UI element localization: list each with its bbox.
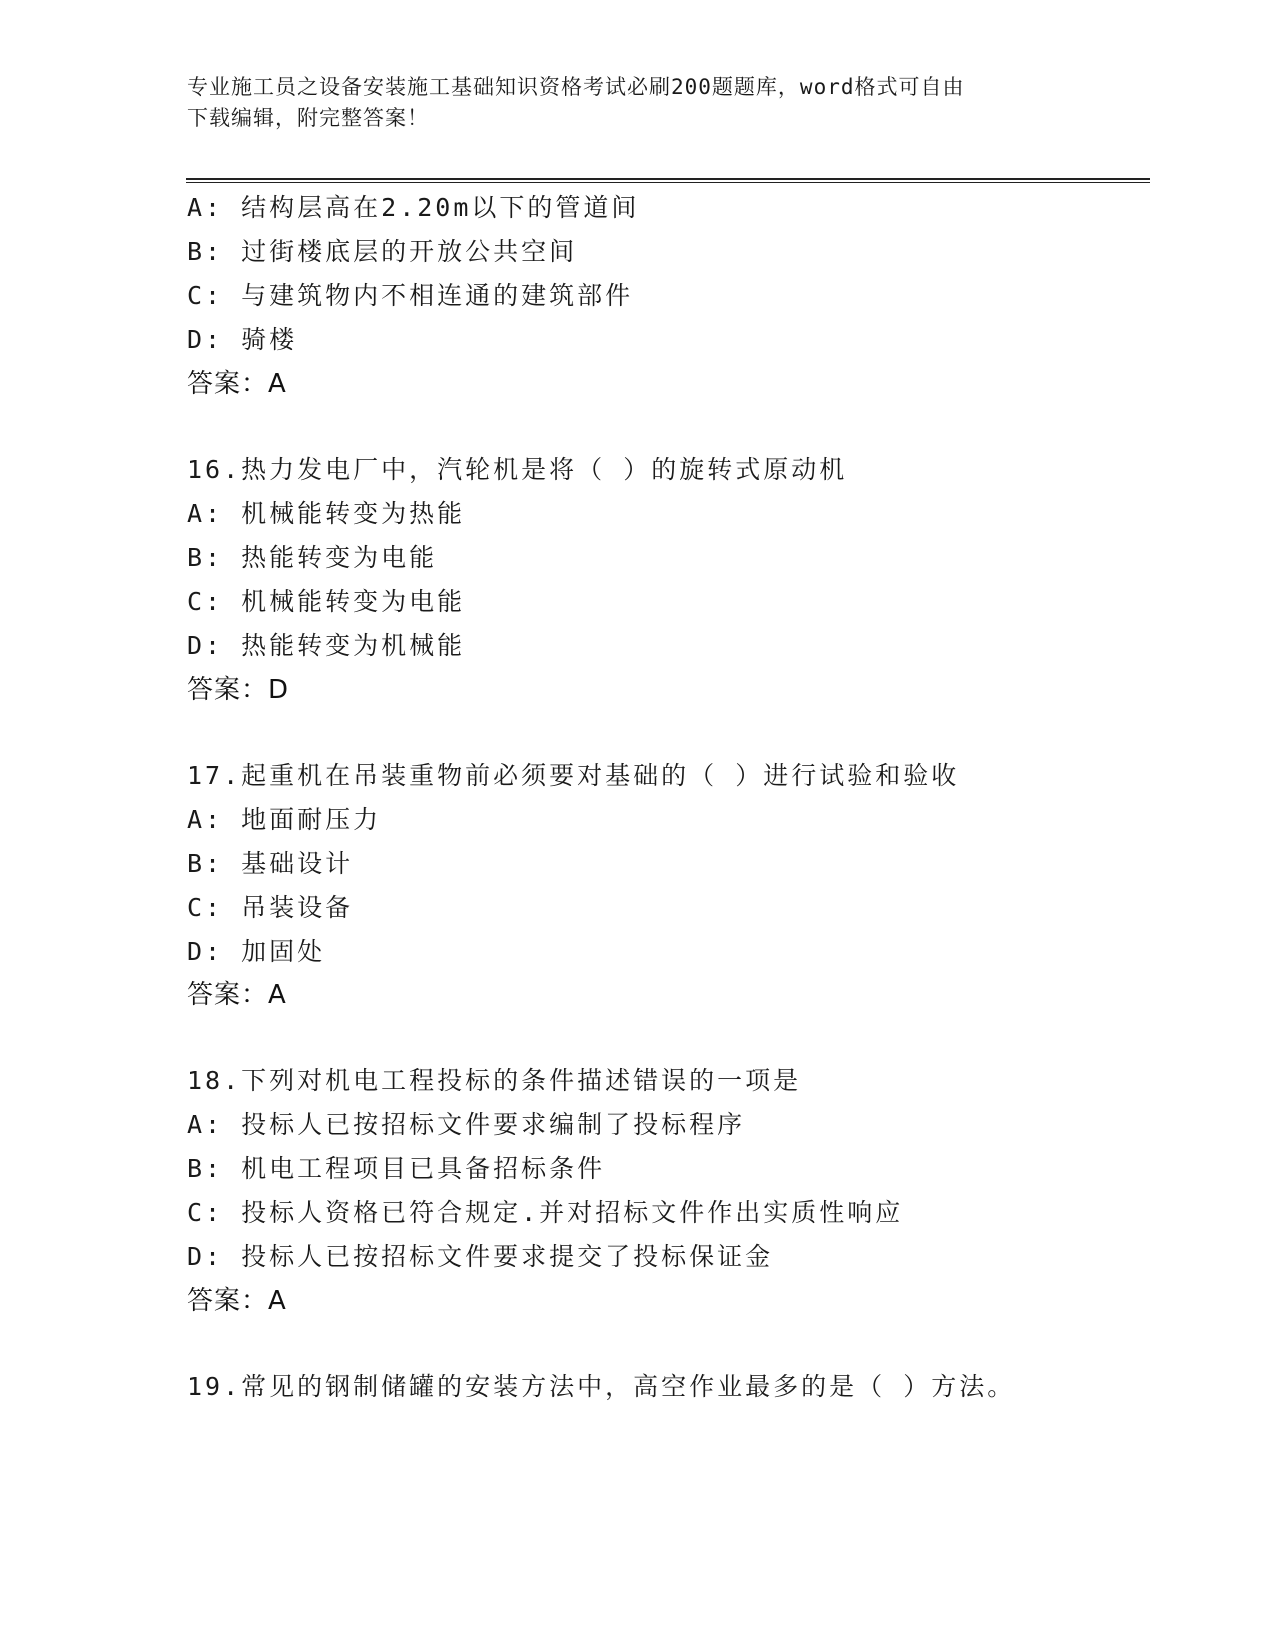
q16-answer: 答案：D: [187, 675, 290, 705]
q16-stem: 16.热力发电厂中，汽轮机是将（ ）的旋转式原动机: [187, 455, 848, 484]
q16-option-b: B: 热能转变为电能: [187, 543, 438, 572]
q17-option-d: D: 加固处: [187, 937, 326, 966]
q15-option-a: A: 结构层高在2.20m以下的管道间: [187, 193, 640, 222]
q15-option-c: C: 与建筑物内不相连通的建筑部件: [187, 281, 634, 310]
document-header: [187, 72, 1067, 134]
q16-option-c: C: 机械能转变为电能: [187, 587, 466, 616]
header-divider-thin: [186, 182, 1150, 183]
q18-option-a: A: 投标人已按招标文件要求编制了投标程序: [187, 1110, 746, 1139]
q16-option-d: D: 热能转变为机械能: [187, 631, 466, 660]
q15-option-d: D: 骑楼: [187, 325, 298, 354]
q17-option-c: C: 吊装设备: [187, 893, 354, 922]
q19-stem: 19.常见的钢制储罐的安装方法中，高空作业最多的是（ ）方法。: [187, 1372, 1016, 1401]
q18-option-d: D: 投标人已按招标文件要求提交了投标保证金: [187, 1242, 774, 1271]
q17-option-a: A: 地面耐压力: [187, 805, 382, 834]
q15-answer: 答案：A: [187, 369, 287, 399]
q18-answer: 答案：A: [187, 1286, 287, 1316]
q18-stem: 18.下列对机电工程投标的条件描述错误的一项是: [187, 1066, 802, 1095]
header-divider-thick: [186, 178, 1150, 180]
q16-option-a: A: 机械能转变为热能: [187, 499, 466, 528]
q18-option-b: B: 机电工程项目已具备招标条件: [187, 1154, 606, 1183]
q18-option-c: C: 投标人资格已符合规定.并对招标文件作出实质性响应: [187, 1198, 904, 1227]
q17-option-b: B: 基础设计: [187, 849, 354, 878]
header-line-2: 下载编辑，附完整答案！: [187, 106, 429, 130]
q17-stem: 17.起重机在吊装重物前必须要对基础的（ ）进行试验和验收: [187, 761, 960, 790]
q15-option-b: B: 过街楼底层的开放公共空间: [187, 237, 578, 266]
header-line-1: 专业施工员之设备安装施工基础知识资格考试必刷200题题库，word格式可自由: [187, 75, 965, 99]
q17-answer: 答案：A: [187, 980, 287, 1010]
